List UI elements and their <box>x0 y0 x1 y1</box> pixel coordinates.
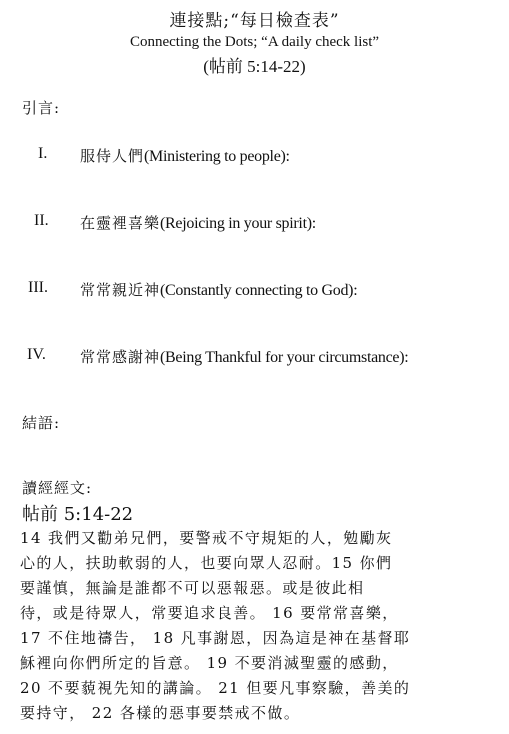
point-2 <box>80 212 316 233</box>
scripture-label: 讀經經文: <box>22 479 93 497</box>
scripture-reference-heading: (帖前 5:14-22) <box>203 57 306 76</box>
verse-line: 14 我們又勸弟兄們，要警戒不守規矩的人，勉勵灰 <box>20 529 393 547</box>
verse-line: 17 不住地禱告， 18 凡事謝恩，因為這是神在基督耶 <box>20 629 411 647</box>
verse-line: 穌裡向你們所定的旨意。 19 不要消滅聖靈的感動， <box>20 654 399 672</box>
point-1-english: (Ministering to people): <box>144 148 290 165</box>
verse-line: 要持守， 22 各樣的惡事要禁戒不做。 <box>20 704 301 722</box>
point-3-english: (Constantly connecting to God): <box>160 282 358 299</box>
point-1-numeral: I. <box>38 145 48 162</box>
point-1 <box>80 145 290 166</box>
point-2-chinese: 在靈裡喜樂 <box>80 214 161 232</box>
point-3-chinese: 常常親近神 <box>80 281 161 299</box>
scripture-passage-reference: 帖前 5:14-22 <box>22 504 134 525</box>
page-title-chinese: 連接點;“每日檢查表” <box>169 11 340 31</box>
point-3 <box>80 279 357 300</box>
verse-line: 20 不要藐視先知的講論。 21 但要凡事察驗，善美的 <box>20 679 411 697</box>
point-4 <box>80 346 408 367</box>
point-2-english: (Rejoicing in your spirit): <box>160 215 316 232</box>
point-2-numeral: II. <box>34 212 49 229</box>
intro-label: 引言: <box>22 99 61 117</box>
point-4-numeral: IV. <box>27 346 46 363</box>
point-4-english: (Being Thankful for your circumstance): <box>160 349 409 366</box>
point-3-numeral: III. <box>28 279 48 296</box>
conclusion-label: 結語: <box>22 414 61 432</box>
point-4-chinese: 常常感謝神 <box>80 348 161 366</box>
verse-line: 心的人，扶助軟弱的人，也要向眾人忍耐。15 你們 <box>20 554 393 572</box>
verse-line: 要謹慎，無論是誰都不可以惡報惡。或是彼此相 <box>20 579 365 597</box>
verse-line: 待，或是待眾人，常要追求良善。 16 要常常喜樂， <box>20 604 399 622</box>
point-1-chinese: 服侍人們 <box>80 147 145 165</box>
page-title-english: Connecting the Dots; “A daily check list” <box>129 34 380 50</box>
